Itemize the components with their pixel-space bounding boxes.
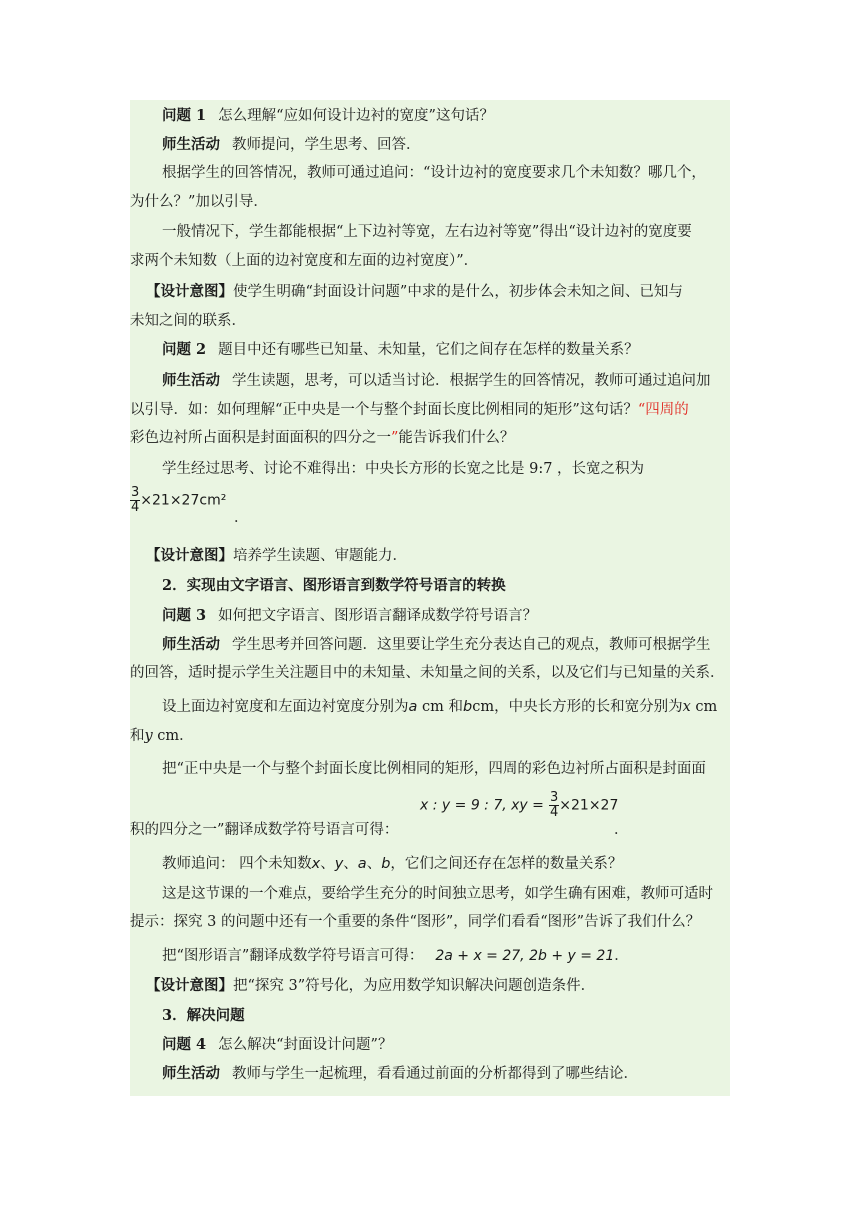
section-2-heading: 2．实现由文字语言、图形语言到数学符号语言的转换 (162, 577, 506, 594)
question-3: 问题 3 如何把文字语言、图形语言翻译成数学符号语言？ (162, 607, 538, 624)
question-4: 问题 4 怎么解决“封面设计问题”？ (162, 1036, 393, 1053)
paragraph-4-line-2: 和y cm． (130, 728, 194, 744)
design-intent-1: 【设计意图】使学生明确“封面设计问题”中求的是什么，初步体会未知之间、已知与 (146, 283, 683, 300)
activity-2-line-2: 以引导．如：如何理解“正中央是一个与整个封面长度比例相同的矩形”这句话？“四周的 (130, 402, 689, 418)
activity-2: 师生活动 学生读题，思考，可以适当讨论．根据学生的回答情况，教师可通过追问加 (162, 372, 711, 389)
paragraph-4-line-1: 设上面边衬宽度和左面边衬宽度分别为a cm 和bcm，中央长方形的长和宽分别为x cm (162, 699, 718, 715)
ratio-equation: x : y = 9 : 7, xy = $\frac{3}{4}$ ×21×27 (420, 790, 619, 820)
paragraph-2-line-1: 一般情况下，学生都能根据“上下边衬等宽，左右边衬等宽”得出“设计边衬的宽度要 (162, 224, 692, 240)
question-2: 问题 2 题目中还有哪些已知量、未知量，它们之间存在怎样的数量关系？ (162, 341, 639, 358)
activity-3: 师生活动 学生思考并回答问题．这里要让学生充分表达自己的观点，教师可根据学生 (162, 636, 711, 653)
activity-3-line-2: 的回答，适时提示学生关注题目中的未知量、未知量之间的关系，以及它们与已知量的关系． (130, 665, 725, 681)
equation-fraction: $\frac{3}{4}$ (550, 790, 559, 820)
design-intent-2: 【设计意图】培养学生读题、审题能力． (146, 547, 407, 564)
fraction: $\frac{3}{4}$ (131, 485, 140, 515)
paragraph-7-line-1: 这是这节课的一个难点，要给学生充分的时间独立思考，如学生确有困难，教师可适时 (162, 886, 713, 902)
paragraph-1-line-1: 根据学生的回答情况，教师可通过追问：“设计边衬的宽度要求几个未知数？哪几个， (162, 165, 706, 181)
section-3-heading: 3．解决问题 (162, 1007, 245, 1024)
paragraph-5-line-1: 把“正中央是一个与整个封面长度比例相同的矩形，四周的彩色边衬所占面积是封面面 (162, 761, 706, 777)
activity-2-line-3: 彩色边衬所占面积是封面面积的四分之一”能告诉我们什么？ (130, 430, 515, 446)
paragraph-7-line-2: 提示：探究 3 的问题中还有一个重要的条件“图形”，同学们看看“图形”告诉了我们什么？ (130, 914, 701, 930)
paragraph-8: 把“图形语言”翻译成数学符号语言可得： 2a + x = 27, 2b + y = 21． (162, 948, 629, 964)
ratio-equation-end: ． (614, 822, 629, 838)
area-formula: $\frac{3}{4}$ ×21×27cm² ． (131, 485, 249, 526)
design-intent-1-line-2: 未知之间的联系． (130, 313, 246, 329)
paragraph-6: 教师追问： 四个未知数x、y、a、b，它们之间还存在怎样的数量关系？ (162, 856, 623, 872)
paragraph-2-line-2: 求两个未知数（上面的边衬宽度和左面的边衬宽度）”． (130, 253, 479, 269)
paragraph-1-line-2: 为什么？”加以引导． (130, 194, 268, 210)
activity-1: 师生活动 教师提问，学生思考、回答． (162, 136, 421, 153)
document-panel (130, 100, 730, 1096)
activity-4: 师生活动 教师与学生一起梳理，看看通过前面的分析都得到了哪些结论． (162, 1065, 638, 1082)
design-intent-3: 【设计意图】把“探究 3”符号化，为应用数学知识解决问题创造条件． (146, 977, 596, 994)
paragraph-5-line-2: 积的四分之一”翻译成数学符号语言可得： (130, 822, 399, 838)
paragraph-3-line-1: 学生经过思考、讨论不难得出：中央长方形的长宽之比是 9:7 ，长宽之积为 (162, 461, 645, 477)
question-1: 问题 1 怎么理解“应如何设计边衬的宽度”这句话？ (162, 107, 494, 124)
